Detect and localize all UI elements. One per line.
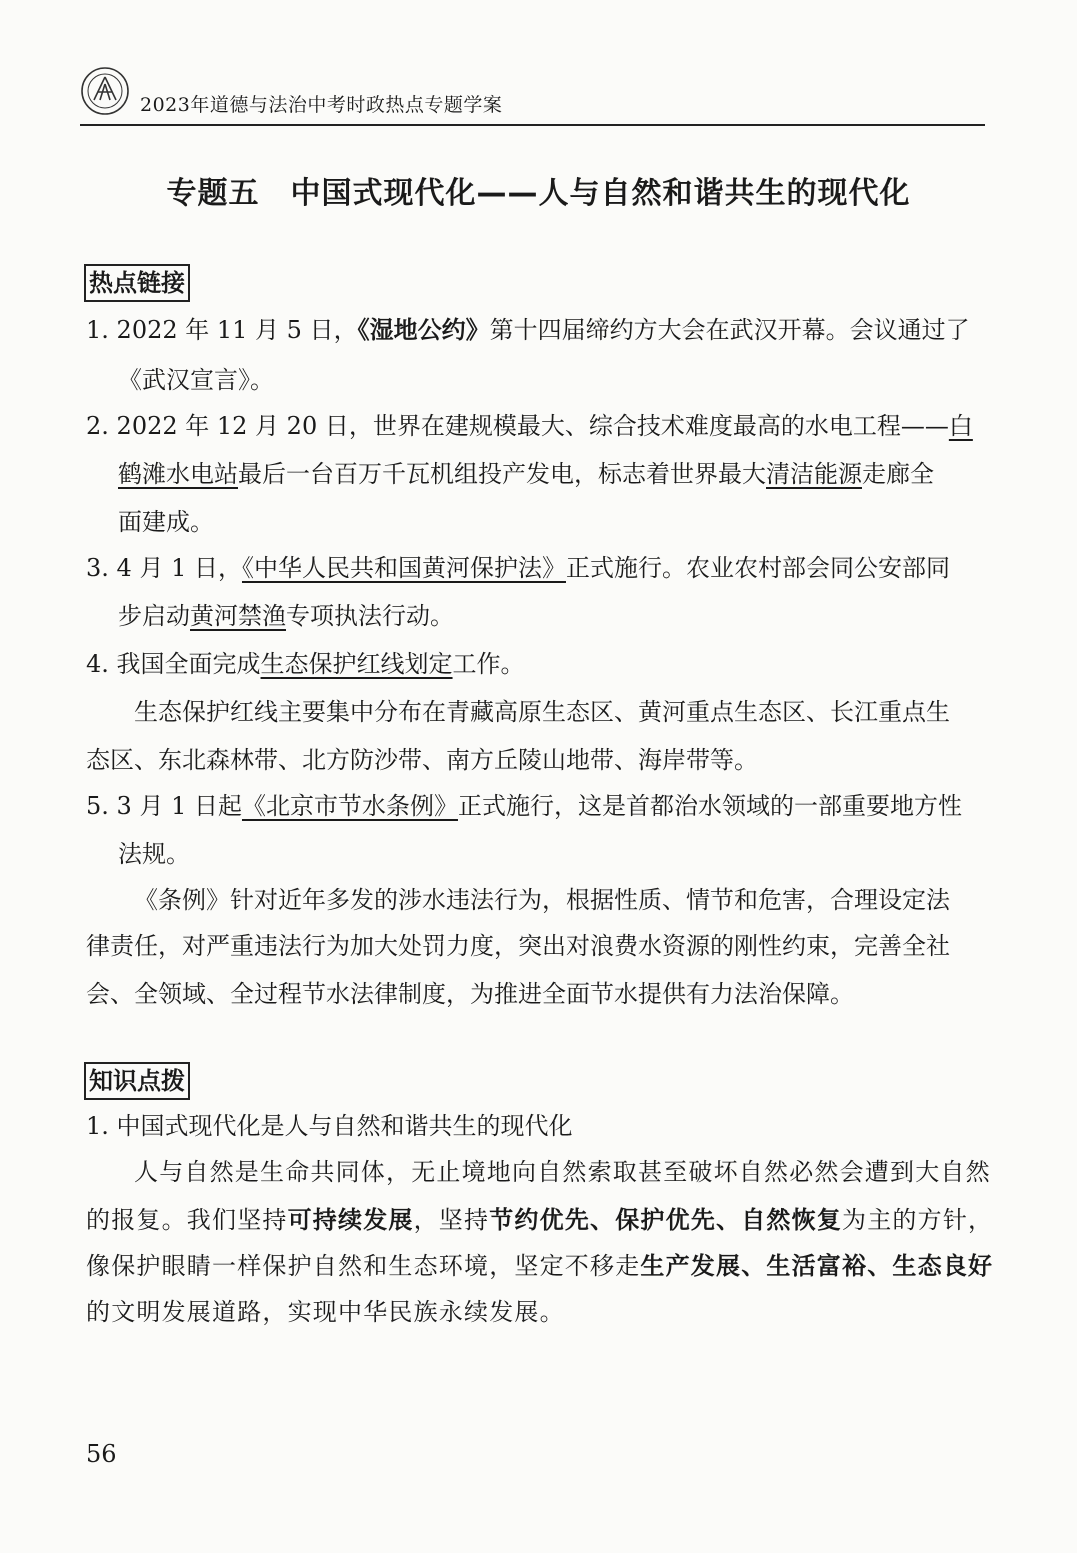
list-item: 5. 3 月 1 日起《北京市节水条例》正式施行，这是首都治水领域的一部重要地方性 [86, 792, 962, 820]
topic-title: 专题五 中国式现代化——人与自然和谐共生的现代化 [166, 176, 911, 211]
list-item-cont: 面建成。 [118, 508, 214, 536]
school-seal-icon [80, 66, 130, 116]
paragraph-line: 生态保护红线主要集中分布在青藏高原生态区、黄河重点生态区、长江重点生 [134, 698, 950, 726]
paragraph-line: 的文明发展道路，实现中华民族永续发展。 [86, 1298, 565, 1326]
paragraph-line: 《条例》针对近年多发的涉水违法行为，根据性质、情节和危害，合理设定法 [134, 886, 950, 914]
section-tag-knowledge: 知识点拨 [84, 1062, 190, 1100]
list-item: 1. 2022 年 11 月 5 日，《湿地公约》第十四届缔约方大会在武汉开幕。会议通过了 [86, 315, 970, 344]
paragraph-line: 人与自然是生命共同体，无止境地向自然索取甚至破坏自然必然会遭到大自然 [134, 1158, 991, 1186]
paragraph-line: 会、全领域、全过程节水法律制度，为推进全面节水提供有力法治保障。 [86, 980, 854, 1008]
section-tag-hotspot: 热点链接 [84, 264, 190, 302]
paragraph-line: 的报复。我们坚持可持续发展，坚持节约优先、保护优先、自然恢复为主的方针， [86, 1205, 994, 1234]
knowledge-heading: 1. 中国式现代化是人与自然和谐共生的现代化 [86, 1112, 573, 1140]
list-item-cont: 法规。 [118, 840, 190, 868]
list-item-cont: 鹤滩水电站最后一台百万千瓦机组投产发电，标志着世界最大清洁能源走廊全 [118, 460, 934, 488]
list-item-cont: 《武汉宣言》。 [118, 366, 274, 394]
header-title: 2023年道德与法治中考时政热点专题学案 [140, 94, 503, 116]
page-header [80, 62, 985, 126]
page-number: 56 [86, 1440, 117, 1468]
list-item: 4. 我国全面完成生态保护红线划定工作。 [86, 650, 525, 678]
paragraph-line: 态区、东北森林带、北方防沙带、南方丘陵山地带、海岸带等。 [86, 746, 758, 774]
list-item: 3. 4 月 1 日，《中华人民共和国黄河保护法》正式施行。农业农村部会同公安部同 [86, 554, 950, 582]
paragraph-line: 像保护眼睛一样保护自然和生态环境，坚定不移走生产发展、生活富裕、生态良好 [86, 1251, 994, 1280]
list-item: 2. 2022 年 12 月 20 日，世界在建规模最大、综合技术难度最高的水电工程——白 [86, 412, 973, 440]
paragraph-line: 律责任，对严重违法行为加大处罚力度，突出对浪费水资源的刚性约束，完善全社 [86, 932, 950, 960]
list-item-cont: 步启动黄河禁渔专项执法行动。 [118, 602, 454, 630]
